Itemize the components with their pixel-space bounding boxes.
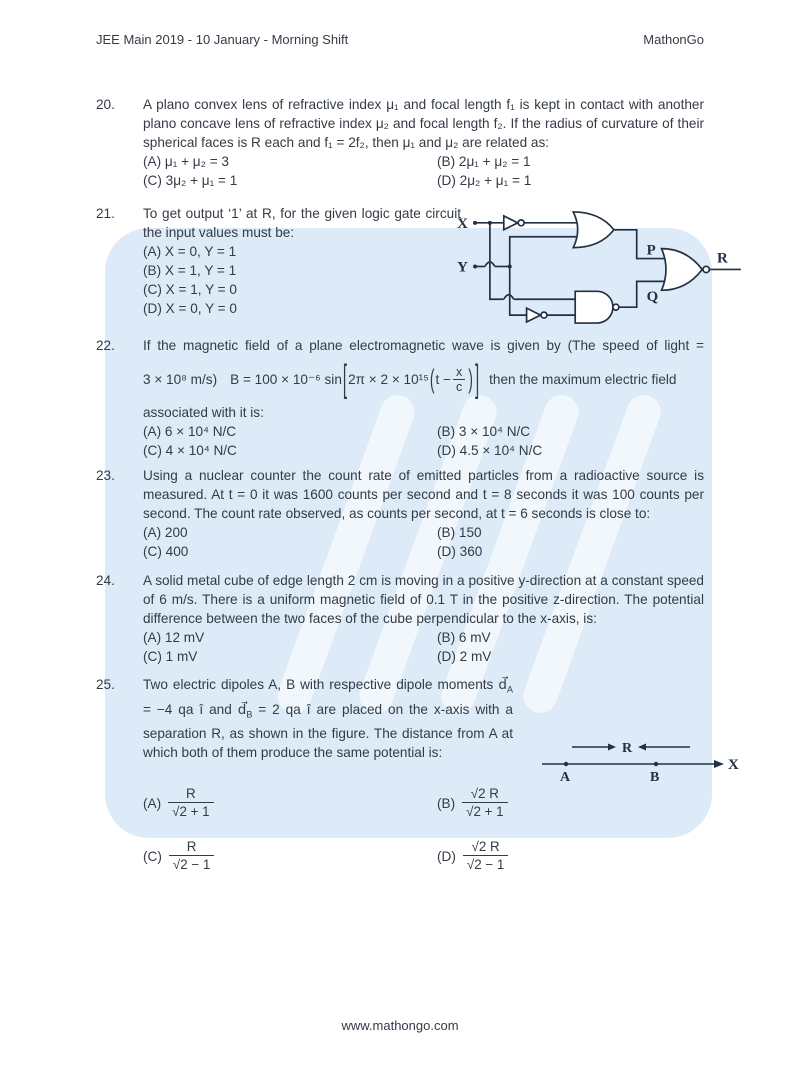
paren-open: ( (429, 363, 435, 394)
figure-label-x: X (728, 757, 739, 773)
formula-lhs: B = 100 × 10⁻⁶ sin (230, 372, 342, 387)
page-footer (0, 1018, 800, 1033)
speed-of-light: 3 × 10⁸ m/s) (143, 372, 218, 387)
option-a: (A) 200 (143, 525, 188, 540)
formula-inner: 2π × 2 × 10¹⁵ (348, 372, 429, 387)
option-b: (B) 2μ₁ + μ₂ = 1 (437, 154, 531, 169)
circuit-label-x: X (457, 215, 468, 232)
not-gate-icon (504, 216, 518, 230)
option-d: (D) X = 0, Y = 0 (143, 301, 237, 316)
question-text: A plano convex lens of refractive index μ₁ and focal length f₁ is kept in contact with another plano concave lens of refractive index μ₂ and focal length f₂. If the radius of curvature of their spherical faces is R each and f₁ = 2f₂, then μ₁ and μ₂ are related as: (143, 97, 704, 150)
logic-gate-circuit-figure (452, 203, 750, 327)
question-number: 24. (96, 573, 115, 588)
axis-arrowhead-icon (714, 760, 724, 768)
options (143, 523, 704, 561)
option-d: (D) 4.5 × 10⁴ N/C (437, 443, 543, 458)
paren-close: ) (468, 363, 473, 394)
question-text-line3: associated with it is: (143, 405, 264, 420)
formula-t-minus: t − (435, 372, 452, 387)
option-a: (A) $\frac{R}{√2 + 1}$ (143, 781, 437, 825)
bracket-close: ] (474, 357, 480, 402)
option-c: (C) 1 mV (143, 649, 198, 664)
question-23 (96, 466, 704, 561)
question-number: 25. (96, 677, 115, 692)
option-b: (B) 150 (437, 525, 482, 540)
option-c: (C) 4 × 10⁴ N/C (143, 443, 237, 458)
option-d: (D) $\frac{√2 R}{√2 - 1}$ (437, 834, 704, 878)
right-arrowhead-icon (608, 744, 616, 751)
option-a: (A) μ₁ + μ₂ = 3 (143, 154, 229, 169)
exam-title: JEE Main 2019 - 10 January - Morning Shift (96, 32, 349, 47)
or-gate-icon (573, 212, 614, 248)
option-b: (B) 3 × 10⁴ N/C (437, 424, 531, 439)
footer-url: www.mathongo.com (341, 1018, 459, 1033)
options (143, 152, 704, 190)
nand-gate-icon (575, 291, 613, 323)
question-number: 23. (96, 468, 115, 483)
figure-label-a: A (560, 770, 571, 784)
circuit-label-p: P (646, 242, 656, 259)
options (143, 422, 704, 460)
question-number: 21. (96, 206, 115, 221)
figure-label-b: B (650, 770, 660, 784)
option-d: (D) 2μ₂ + μ₁ = 1 (437, 173, 532, 188)
question-24 (96, 571, 704, 666)
options (143, 781, 704, 878)
figure-label-r: R (622, 741, 633, 756)
option-b: (B) X = 1, Y = 1 (143, 263, 237, 278)
option-d: (D) 2 mV (437, 649, 492, 664)
circuit-label-y: Y (457, 259, 468, 276)
option-b: (B) 6 mV (437, 630, 491, 645)
option-a: (A) 12 mV (143, 630, 205, 645)
question-number: 20. (96, 97, 115, 112)
question-text: Two electric dipoles A, B with respective dipole moments $d⃗_A = -4$ qa î and $d⃗_B = 2$ qa î are placed on the x-axis with a separation R, as shown in the figure. The distance from A at which both of them produce the same potential is: (143, 677, 513, 761)
option-c: (C) X = 1, Y = 0 (143, 282, 237, 297)
option-c: (C) 400 (143, 544, 189, 559)
circuit-label-q: Q (646, 289, 659, 306)
brand-name: MathonGo (643, 32, 704, 47)
question-text: Using a nuclear counter the count rate of emitted particles from a radioactive source is measured. At t = 0 it was 1600 counts per second and t = 8 seconds it was 100 counts per second. The count rate observed, as counts per second, at t = 6 seconds is close to: (143, 468, 704, 521)
option-b: (B) $\frac{√2 R}{√2 + 1}$ (437, 781, 704, 825)
question-text: To get output ‘1’ at R, for the given logic gate circuit the input values must be: (143, 206, 461, 240)
option-c: (C) $\frac{R}{√2 - 1}$ (143, 834, 437, 878)
option-a: (A) X = 0, Y = 1 (143, 244, 237, 259)
question-number: 22. (96, 338, 115, 353)
page-header (96, 32, 704, 47)
bracket-open: [ (342, 357, 348, 402)
circuit-label-r: R (717, 250, 728, 267)
options (143, 628, 704, 666)
not-gate-icon (527, 308, 541, 322)
dipole-moment-a: $d⃗_A = -4$ qa î (143, 677, 513, 717)
question-text: A solid metal cube of edge length 2 cm is moving in a positive y-direction at a constant speed of 6 m/s. There is a uniform magnetic field of 0.1 T in the positive z-direction. The potential difference between the two faces of the cube perpendicular to the x-axis, is: (143, 573, 704, 626)
question-22 (96, 336, 704, 460)
question-20 (96, 95, 704, 190)
left-arrowhead-icon (638, 744, 646, 751)
option-c: (C) 3μ₂ + μ₁ = 1 (143, 173, 238, 188)
x-over-c-fraction: $\frac{x}{c}$ (453, 365, 465, 395)
dipole-moment-b: $d⃗_B = 2$ qa î (237, 701, 311, 720)
option-a: (A) 6 × 10⁴ N/C (143, 424, 237, 439)
option-d: (D) 360 (437, 544, 483, 559)
nor-gate-icon (662, 249, 703, 291)
question-text-line1: If the magnetic field of a plane electromagnetic wave is given by (The speed of light = (143, 338, 704, 353)
magnetic-field-formula (143, 356, 704, 403)
dipole-axis-figure (538, 726, 743, 784)
question-text-tail: then the maximum electric field (489, 372, 677, 387)
